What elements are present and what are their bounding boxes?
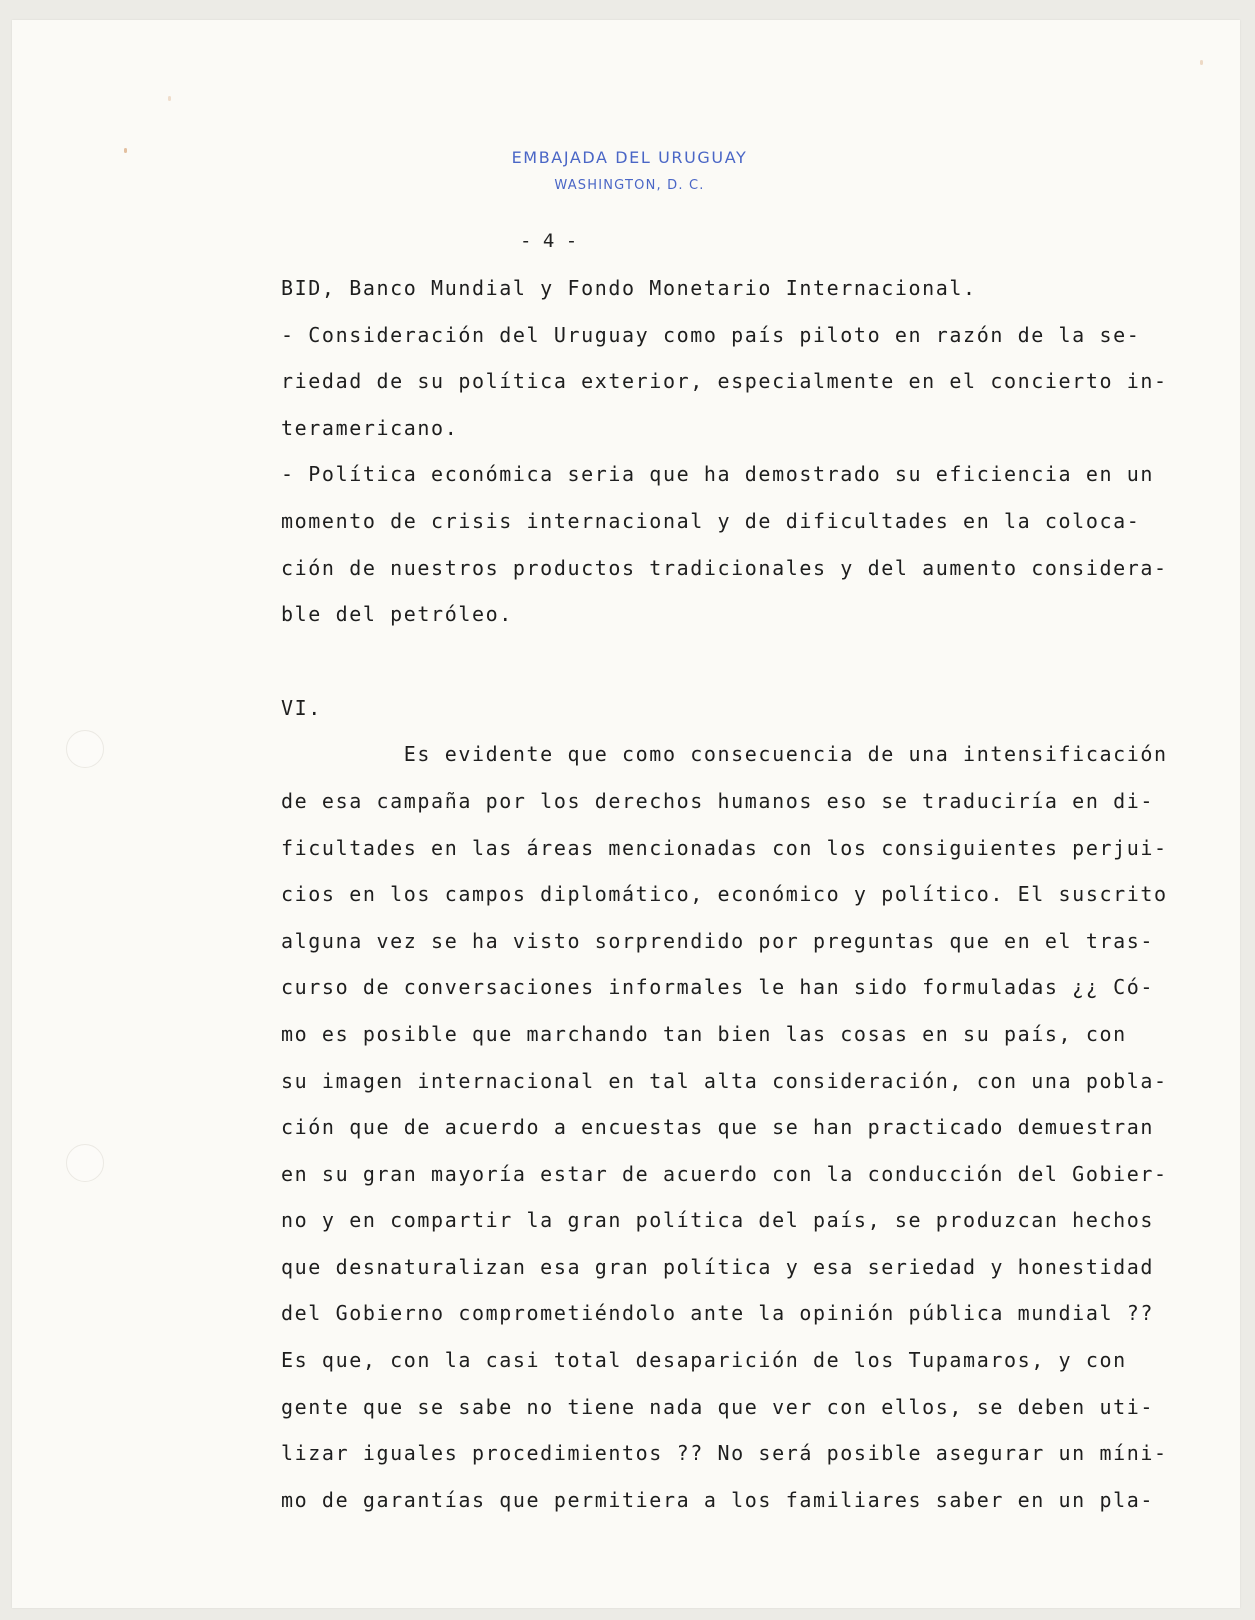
- text-line: de esa campaña por los derechos humanos eso se traduciría en di-: [281, 788, 1155, 813]
- text-line: BID, Banco Mundial y Fondo Monetario Internacional.: [281, 276, 977, 300]
- paper-speck: [168, 96, 171, 101]
- text-line: - Consideración del Uruguay como país piloto en razón de la se-: [281, 322, 1141, 347]
- text-line: que desnaturalizan esa gran política y esa seriedad y honestidad: [281, 1254, 1155, 1279]
- text-line: lizar iguales procedimientos ?? No será posible asegurar un míni-: [281, 1441, 1168, 1466]
- text-line: teramericano.: [281, 415, 459, 440]
- text-line: momento de crisis internacional y de dificultades en la coloca-: [281, 508, 1141, 533]
- letterhead-embassy: EMBAJADA DEL URUGUAY: [511, 148, 748, 167]
- text-line: ción de nuestros productos tradicionales y del aumento considera-: [281, 555, 1168, 580]
- text-line: su imagen internacional en tal alta consideración, con una pobla-: [281, 1068, 1168, 1093]
- punch-hole: [66, 730, 104, 768]
- letterhead-city: WASHINGTON, D. C.: [554, 178, 705, 193]
- blank-line: [281, 645, 1221, 692]
- text-line: del Gobierno comprometiéndolo ante la opinión pública mundial ??: [281, 1301, 1155, 1326]
- text-line: gente que se sabe no tiene nada que ver con ellos, se deben uti-: [281, 1394, 1155, 1419]
- paper-speck: [1200, 60, 1203, 65]
- text-line: curso de conversaciones informales le han sido formuladas ¿¿ Có-: [281, 975, 1155, 1000]
- text-line: no y en compartir la gran política del país, se produzcan hechos: [281, 1208, 1155, 1233]
- text-line: ble del petróleo.: [281, 602, 513, 627]
- text-line: alguna vez se ha visto sorprendido por preguntas que en el tras-: [281, 928, 1155, 953]
- text-line: Es que, con la casi total desaparición de los Tupamaros, y con: [281, 1348, 1127, 1373]
- text-line: ción que de acuerdo a encuestas que se han practicado demuestran: [281, 1115, 1155, 1140]
- text-line: mo de garantías que permitiera a los familiares saber en un pla-: [281, 1487, 1155, 1512]
- section-heading: VI.: [281, 695, 322, 720]
- text-line: en su gran mayoría estar de acuerdo con la conducción del Gobier-: [281, 1161, 1168, 1186]
- text-line: Es evidente que como consecuencia de una intensificación: [281, 742, 1168, 767]
- page-number: - 4 -: [520, 230, 578, 252]
- text-line: cios en los campos diplomático, económico y político. El suscrito: [281, 882, 1168, 907]
- text-line: riedad de su política exterior, especialmente en el concierto in-: [281, 369, 1168, 394]
- text-line: ficultades en las áreas mencionadas con los consiguientes perjui-: [281, 835, 1168, 860]
- document-body: [281, 272, 1221, 1530]
- text-line: mo es posible que marchando tan bien las cosas en su país, con: [281, 1021, 1127, 1046]
- text-line: - Política económica seria que ha demostrado su eficiencia en un: [281, 462, 1155, 487]
- punch-hole: [66, 1144, 104, 1182]
